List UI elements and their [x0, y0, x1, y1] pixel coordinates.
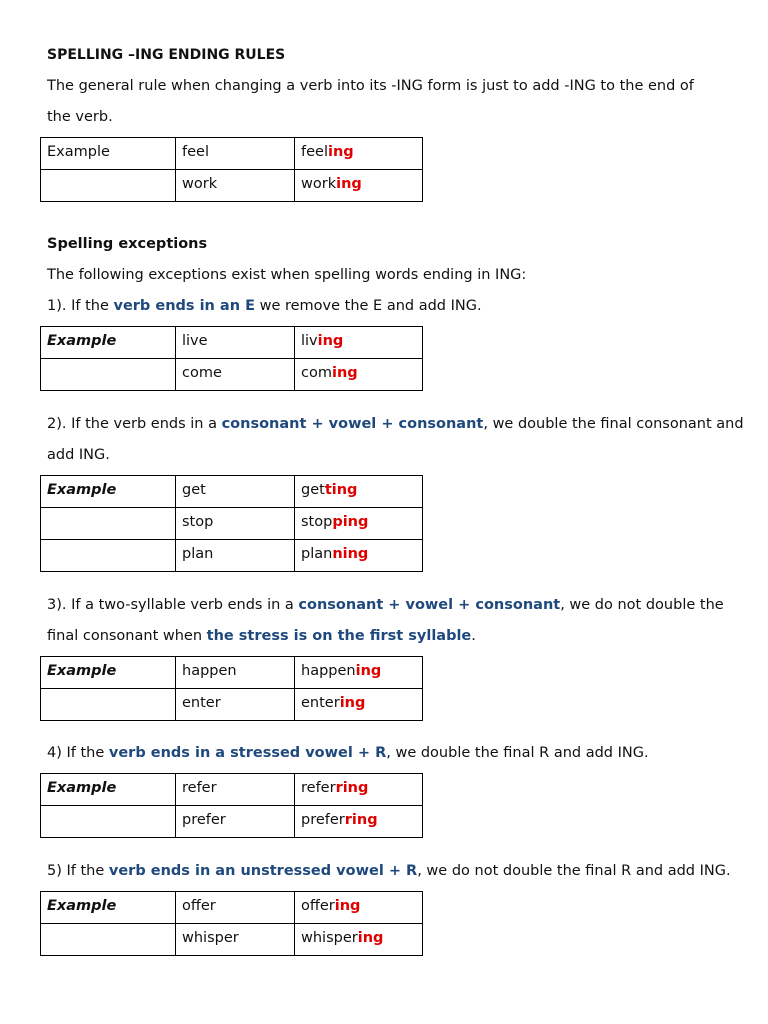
base-verb: feel	[176, 138, 295, 170]
table-row	[41, 892, 423, 924]
rule-2-table	[40, 475, 423, 572]
rule-1-table	[40, 326, 423, 391]
ing-form: offering	[295, 892, 423, 924]
example-label: Example	[41, 892, 176, 924]
table-row	[41, 657, 423, 689]
table-row	[41, 476, 423, 508]
ing-form: happening	[295, 657, 423, 689]
base-verb: prefer	[176, 806, 295, 838]
rule-3-text-line-2: final consonant when the stress is on the first syllable.	[47, 628, 476, 644]
example-label: Example	[41, 327, 176, 359]
general-example-table	[40, 137, 423, 202]
ing-form: feeling	[295, 138, 423, 170]
rule-1-text: 1). If the verb ends in an E we remove the E and add ING.	[47, 298, 482, 314]
ing-form: preferring	[295, 806, 423, 838]
ing-form: whispering	[295, 924, 423, 956]
exceptions-heading: Spelling exceptions	[47, 236, 208, 252]
base-verb: come	[176, 359, 295, 391]
example-label: Example	[41, 657, 176, 689]
ing-form: coming	[295, 359, 423, 391]
base-verb: whisper	[176, 924, 295, 956]
base-verb: offer	[176, 892, 295, 924]
ing-form: stopping	[295, 508, 423, 540]
page-title: SPELLING –ING ENDING RULES	[47, 47, 286, 63]
base-verb: live	[176, 327, 295, 359]
ing-form: planning	[295, 540, 423, 572]
base-verb: enter	[176, 689, 295, 721]
ing-form: working	[295, 170, 423, 202]
intro-line-2: the verb.	[47, 109, 113, 125]
example-label: Example	[41, 774, 176, 806]
base-verb: work	[176, 170, 295, 202]
base-verb: refer	[176, 774, 295, 806]
ing-form: living	[295, 327, 423, 359]
intro-line-1: The general rule when changing a verb into its -ING form is just to add -ING to the end of	[47, 78, 694, 94]
table-row	[41, 138, 423, 170]
rule-2-text: 2). If the verb ends in a consonant + vowel + consonant, we double the final consonant and	[47, 416, 744, 432]
table-row	[41, 806, 423, 838]
rule-2-text-line-2: add ING.	[47, 447, 110, 463]
table-row	[41, 359, 423, 391]
ing-form: entering	[295, 689, 423, 721]
rule-4-text: 4) If the verb ends in a stressed vowel + R, we double the final R and add ING.	[47, 745, 649, 761]
base-verb: happen	[176, 657, 295, 689]
example-label: Example	[41, 476, 176, 508]
example-label: Example	[41, 138, 176, 170]
table-row	[41, 924, 423, 956]
base-verb: plan	[176, 540, 295, 572]
base-verb: get	[176, 476, 295, 508]
base-verb: stop	[176, 508, 295, 540]
table-row	[41, 170, 423, 202]
rule-4-table	[40, 773, 423, 838]
exceptions-intro: The following exceptions exist when spelling words ending in ING:	[47, 267, 527, 283]
table-row	[41, 774, 423, 806]
ing-form: getting	[295, 476, 423, 508]
table-row	[41, 689, 423, 721]
rule-5-table	[40, 891, 423, 956]
table-row	[41, 508, 423, 540]
rule-5-text: 5) If the verb ends in an unstressed vowel + R, we do not double the final R and add ING.	[47, 863, 731, 879]
table-row	[41, 540, 423, 572]
rule-3-table	[40, 656, 423, 721]
table-row	[41, 327, 423, 359]
ing-form: referring	[295, 774, 423, 806]
rule-3-text: 3). If a two-syllable verb ends in a consonant + vowel + consonant, we do not double the	[47, 597, 724, 613]
